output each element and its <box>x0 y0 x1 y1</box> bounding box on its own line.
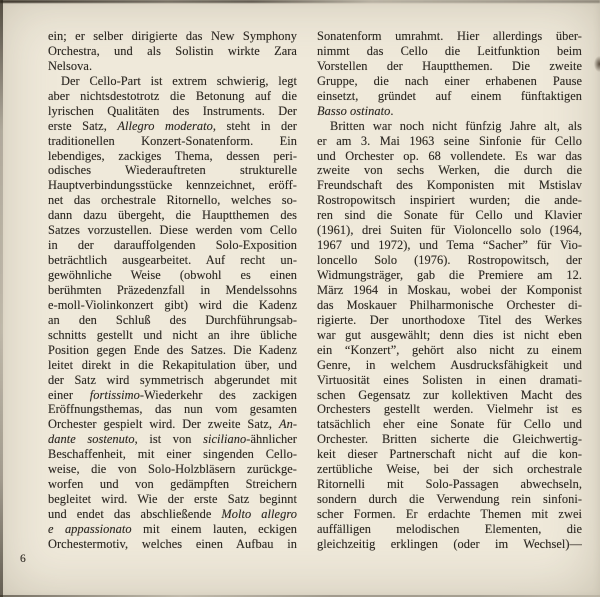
text-line <box>317 59 582 74</box>
text-line <box>48 298 297 313</box>
text-line <box>48 44 297 59</box>
text-segment: net das orchestrale Ritornello, welches so- <box>48 193 297 208</box>
text-segment: Hauptverbindungsstücke kennzeichnet, eröff- <box>48 178 297 193</box>
text-line <box>317 268 582 283</box>
text-line <box>317 193 582 208</box>
text-segment: Eröffnungsthemas, das nun vom gesamten <box>48 402 297 417</box>
text-segment: war gut ausgewählt; denn dies ist nicht eben <box>317 327 582 342</box>
text-line <box>317 89 582 104</box>
text-segment: der Satz wird symmetrisch abgerundet mit <box>48 372 297 387</box>
text-segment: Orchester. Britten sicherte die Gleichwertig- <box>317 432 582 447</box>
text-segment: Orchester gespielt wird. Der zweite Satz, <box>48 417 279 432</box>
text-line <box>317 238 582 253</box>
text-segment: ren sind die Sonate für Cello und Klavier <box>317 208 582 223</box>
text-line <box>317 104 582 119</box>
text-line <box>48 328 297 343</box>
text-line <box>317 74 582 89</box>
text-segment: Genre, in welchem Ausdrucksfähigkeit und <box>317 357 582 372</box>
text-segment: e appassionato <box>48 521 132 536</box>
text-segment: erste Satz, <box>48 118 118 133</box>
text-line <box>317 134 582 149</box>
text-segment: aber nichtsdestotrotz die Betonung auf die <box>48 88 297 103</box>
text-line <box>317 223 582 238</box>
text-segment: leitet direkt in die Rekapitulation über, und <box>48 357 297 372</box>
text-segment: traditionellen Konzert-Sonatenform. Ein <box>48 133 297 148</box>
text-segment: Satzes vorzustellen. Diese werden vom Cello <box>48 223 297 238</box>
text-segment: weise, die von Solo-Holzbläsern zurückge- <box>48 462 297 477</box>
text-line <box>317 522 582 537</box>
text-segment: . <box>390 103 394 118</box>
text-line <box>48 522 297 537</box>
text-segment: gleichzeitig erklingen (oder im Wechsel)— <box>317 536 582 551</box>
text-segment: beträchtlich ausgearbeitet. Auf recht un- <box>48 253 297 268</box>
text-line <box>317 283 582 298</box>
text-line <box>48 74 297 89</box>
text-line <box>317 149 582 164</box>
text-segment: Beschaffenheit, mit einer singenden Cello- <box>48 447 297 462</box>
text-line <box>317 447 582 462</box>
text-line <box>48 462 297 477</box>
text-segment: , ist von <box>134 432 204 447</box>
text-line <box>317 358 582 373</box>
text-line <box>317 328 582 343</box>
text-line <box>48 492 297 507</box>
text-segment: Freundschaft des Komponisten mit Mstislav <box>317 178 582 193</box>
text-segment: berühmten Präzedenzfall in Mendelssohns <box>48 282 297 297</box>
text-line <box>317 477 582 492</box>
text-segment: worfen und von gedämpften Streichern <box>48 477 297 492</box>
text-segment: sondern durch die Verwendung rein sinfoni- <box>317 492 582 507</box>
text-segment: schen Gegensatz zur kollektiven Macht des <box>317 387 582 402</box>
scan-edge-left <box>0 0 3 597</box>
text-segment: e-moll-Violinkonzert gibt) wird die Kadenz <box>48 297 297 312</box>
text-line <box>317 402 582 417</box>
text-segment: Sonatenform umrahmt. Hier allerdings über- <box>317 29 582 43</box>
text-line <box>48 432 297 447</box>
text-line <box>48 89 297 104</box>
text-segment: ein; er selber dirigierte das New Symphony <box>48 29 297 43</box>
text-line <box>48 313 297 328</box>
text-segment: er am 3. Mai 1963 seine Sinfonie für Cello <box>317 133 582 148</box>
text-segment: in der darauffolgenden Solo-Exposition <box>48 238 297 253</box>
text-line <box>317 432 582 447</box>
text-line <box>48 193 297 208</box>
text-segment: einer <box>48 387 90 402</box>
text-line <box>48 268 297 283</box>
text-line <box>48 238 297 253</box>
text-column-right <box>317 29 582 552</box>
text-segment: nimmt das Cello die Leitfunktion beim <box>317 43 582 58</box>
text-segment: Nelsova. <box>48 58 93 73</box>
text-segment: gewöhnliche Weise (obwohl es einen <box>48 268 297 282</box>
text-segment: Position gegen Ende des Satzes. Die Kadenz <box>48 342 297 357</box>
text-line <box>317 119 582 134</box>
text-segment: Vorstellen der Hauptthemen. Die zweite <box>317 58 582 73</box>
text-segment: Ritornelli mit Solo-Passagen abwechseln, <box>317 477 582 492</box>
text-line <box>317 537 582 552</box>
text-segment: odisches Wiederauftreten strukturelle <box>48 163 297 178</box>
text-segment: schnitts gestellt und nicht an ihre übliche <box>48 327 297 342</box>
text-line <box>48 253 297 268</box>
text-segment: das Moskauer Philharmonische Orchester di- <box>317 297 582 312</box>
scan-edge-top <box>0 0 600 3</box>
text-line <box>48 358 297 373</box>
text-line <box>317 208 582 223</box>
text-segment: 1967 und 1972), und Tema “Sacher” für Vio- <box>317 238 582 253</box>
text-segment: Virtuosität eines Solisten in einen dramati- <box>317 372 582 387</box>
text-segment: begleitet wird. Wie der erste Satz beginnt <box>48 492 297 507</box>
text-line <box>48 417 297 432</box>
text-segment: Orchestra, und als Solistin wirkte Zara <box>48 43 297 58</box>
text-line <box>317 253 582 268</box>
text-line <box>48 537 297 552</box>
text-segment: -Wiederkehr des zackigen <box>139 387 297 402</box>
text-line <box>317 44 582 59</box>
text-line <box>48 507 297 522</box>
text-segment: , steht in der <box>212 118 297 133</box>
text-segment: fortissimo <box>89 387 140 402</box>
text-segment: Britten war noch nicht fünfzig Jahre alt, als <box>330 118 582 133</box>
text-line <box>317 163 582 178</box>
text-segment: Basso ostinato <box>317 103 391 118</box>
text-segment: An- <box>278 417 297 432</box>
text-segment: mit einem lauten, eckigen <box>131 521 297 536</box>
text-segment: Widmungsträger, gab die Premiere am 12. <box>317 268 582 282</box>
text-segment: ein “Konzert”, gehört also nicht zu einem <box>317 342 582 357</box>
text-segment: lebendiges, zackiges Thema, dessen peri- <box>48 148 297 163</box>
text-line <box>48 208 297 223</box>
text-segment: auffälligen melodischen Elementen, die <box>317 521 582 536</box>
text-segment: lyrischen Qualitäten des Instruments. Der <box>48 103 297 118</box>
text-segment: -ähnlicher <box>246 432 297 447</box>
text-line <box>48 402 297 417</box>
text-line <box>48 388 297 403</box>
text-segment: Gruppe, die nach einer erhabenen Pause <box>317 73 582 88</box>
text-line <box>317 507 582 522</box>
text-line <box>317 388 582 403</box>
text-segment: und Orchester op. 68 vollendete. Es war das <box>317 148 582 163</box>
text-segment: dante sostenuto <box>48 432 135 447</box>
text-line <box>48 223 297 238</box>
text-segment: keit dieser Partnerschaft nicht auf die kon- <box>317 447 582 462</box>
text-segment: Orchestermotiv, welches einen Aufbau in <box>48 536 297 551</box>
text-segment: und endet das abschließende <box>48 507 222 521</box>
text-segment: Molto allegro <box>221 507 297 521</box>
text-line <box>48 134 297 149</box>
text-segment: (1961), drei Suiten für Violoncello solo (1964, <box>317 223 582 238</box>
text-line <box>317 313 582 328</box>
scan-speck <box>594 56 600 72</box>
text-line <box>48 104 297 119</box>
text-segment: rigierte. Der unorthodoxe Titel des Werkes <box>317 312 582 327</box>
text-segment: siciliano <box>203 432 247 447</box>
text-line <box>48 59 297 74</box>
text-line <box>317 417 582 432</box>
text-line <box>317 343 582 358</box>
text-segment: an den Schluß des Durchführungsab- <box>48 312 297 327</box>
text-column-left <box>48 29 297 552</box>
text-segment: Rostropowitsch inspiriert wurden; die ande- <box>317 193 582 208</box>
text-line <box>48 447 297 462</box>
text-segment: März 1964 in Moskau, wobei der Komponist <box>317 282 582 297</box>
text-segment: zertübliche Weise, bei der sich orchestrale <box>317 462 582 477</box>
text-line <box>48 149 297 164</box>
text-line <box>48 343 297 358</box>
text-line <box>317 462 582 477</box>
text-segment: Der Cello-Part ist extrem schwierig, legt <box>61 73 297 88</box>
text-line <box>48 178 297 193</box>
text-line <box>48 373 297 388</box>
text-line <box>317 373 582 388</box>
text-segment: tatsächlich eher eine Sonate für Cello und <box>317 417 582 432</box>
text-segment: Allegro moderato <box>117 118 213 133</box>
text-line <box>48 163 297 178</box>
text-line <box>48 477 297 492</box>
text-line <box>48 283 297 298</box>
text-line <box>48 119 297 134</box>
text-segment: dann dazu übergeht, die Hauptthemen des <box>48 208 297 223</box>
text-segment: scher Formen. Er erdachte Themen mit zwei <box>317 507 582 521</box>
text-line <box>317 29 582 44</box>
text-segment: loncello Solo (1976). Rostropowitsch, der <box>317 253 582 268</box>
page-number: 6 <box>20 553 26 565</box>
text-segment: zweite von sechs Werken, die durch die <box>317 163 582 178</box>
text-line <box>48 29 297 44</box>
text-line <box>317 178 582 193</box>
text-line <box>317 492 582 507</box>
text-line <box>317 298 582 313</box>
text-segment: einsetzt, gründet auf einem fünftaktigen <box>317 88 582 103</box>
text-segment: Orchesters gestellt werden. Vielmehr ist es <box>317 402 582 417</box>
